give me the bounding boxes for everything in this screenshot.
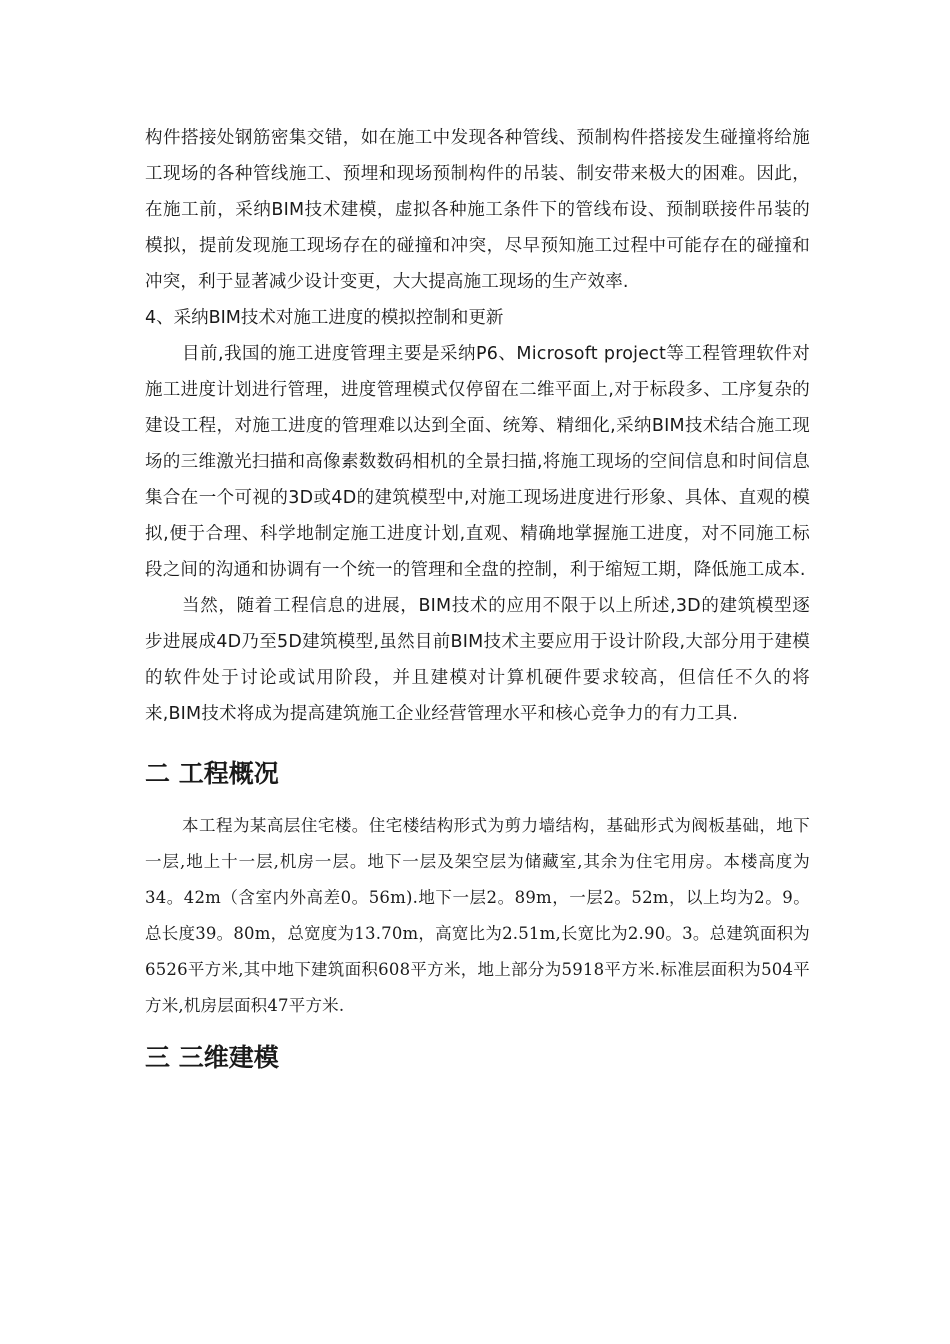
- paragraph-schedule-management: 目前,我国的施工进度管理主要是采纳P6、Microsoft project等工程管理软件对施工进度计划进行管理，进度管理模式仅停留在二维平面上,对于标段多、工序复杂的建设工程，对施工进度的管理难以达到全面、统筹、精细化,采纳BIM技术结合施工现场的三维激光扫描和高像素数数码相机的全景扫描,将施工现场的空间信息和时间信息集合在一个可视的3D或4D的建筑模型中,对施工现场进度进行形象、具体、直观的模拟,便于合理、科学地制定施工进度计划,直观、精确地掌握施工进度，对不同施工标段之间的沟通和协调有一个统一的管理和全盘的控制，利于缩短工期，降低施工成本.: [145, 344, 810, 580]
- paragraph-bim-outlook: 当然，随着工程信息的进展，BIM技术的应用不限于以上所述,3D的建筑模型逐步进展成4D乃至5D建筑模型,虽然目前BIM技术主要应用于设计阶段,大部分用于建模的软件处于讨论或试用阶段，并且建模对计算机硬件要求较高，但信任不久的将来,BIM技术将成为提高建筑施工企业经营管理水平和核心竞争力的有力工具.: [145, 596, 810, 724]
- paragraph-collision-detection: 构件搭接处钢筋密集交错，如在施工中发现各种管线、预制构件搭接发生碰撞将给施工现场的各种管线施工、预埋和现场预制构件的吊装、制安带来极大的困难。因此，在施工前，采纳BIM技术建模，虚拟各种施工条件下的管线布设、预制联接件吊装的模拟，提前发现施工现场存在的碰撞和冲突，尽早预知施工过程中可能存在的碰撞和冲突，利于显著减少设计变更，大大提高施工现场的生产效率.: [145, 128, 810, 292]
- heading-project-overview: 二 工程概况: [145, 759, 279, 788]
- paragraph-project-overview: 本工程为某高层住宅楼。住宅楼结构形式为剪力墙结构，基础形式为阀板基础，地下一层,地上十一层,机房一层。地下一层及架空层为储藏室,其余为住宅用房。本楼高度为34。42m（含室内外高差0。56m).地下一层2。89m，一层2。52m，以上均为2。9。总长度39。80m，总宽度为13.70m，高宽比为2.51m,长宽比为2.90。3。总建筑面积为6526平方米,其中地下建筑面积608平方米，地上部分为5918平方米.标准层面积为504平方米,机房层面积47平方米.: [145, 816, 810, 1015]
- document-body: [145, 120, 810, 1092]
- heading-3d-modeling: 三 三维建模: [145, 1043, 279, 1072]
- subheading-schedule-simulation: 4、采纳BIM技术对施工进度的模拟控制和更新: [145, 308, 504, 328]
